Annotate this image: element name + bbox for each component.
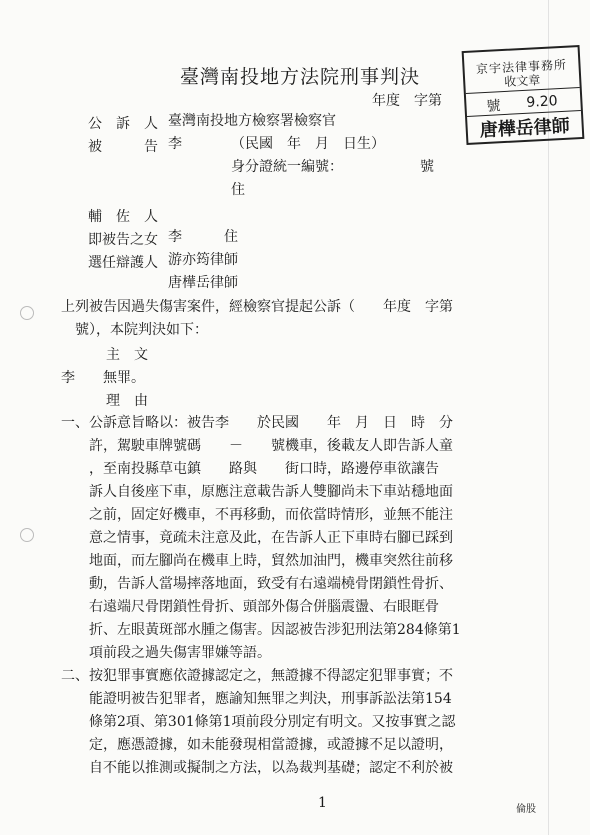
reason-line: 項前段之過失傷害罪嫌等語。 [61,645,271,661]
main-text: 李 無罪。 [61,370,145,386]
punch-hole-icon [20,528,34,542]
reason-line: 右遠端尺骨閉鎖性骨折、頭部外傷合併腦震盪、右眼眶骨 [61,599,439,615]
party-role: 被 告 [88,139,158,155]
party-role: 選任辯護人 [88,255,158,271]
received-stamp: 京宇法律事務所 收文章 號 9.20 唐樺岳律師 [462,45,585,145]
intro-line: 號），本院判決如下： [61,322,208,338]
reason-line: 定，應憑證據，如未能發現相當證據，或證據不足以證明， [61,737,453,753]
reason-line: 條第2項、第301條第1項前段分別定有明文。又按事實之認 [61,714,456,730]
section-heading-reasons: 理 由 [106,393,148,409]
reason-line: 地面，而左腳尚在機車上時，貿然加油門，機車突然往前移 [61,553,453,569]
party-role: 即被告之女 [88,232,158,248]
party-value: 唐樺岳律師 [168,275,238,291]
party-value: 住 [231,182,245,198]
page-number: 1 [318,795,327,811]
case-number: 年度 字第 [372,93,442,109]
reason-line: 能證明被告犯罪者，應諭知無罪之判決，刑事訴訟法第154 [61,691,452,707]
party-value: 臺灣南投地方檢察署檢察官 [168,113,336,129]
party-value: 身分證統一編號： 號 [231,159,434,175]
intro-line: 上列被告因過失傷害案件，經檢察官提起公訴（ 年度 字第 [61,299,453,315]
reason-line: ，至南投縣草屯鎮 路與 街口時，路邊停車欲讓告 [61,461,439,477]
reason-line: 意之情事，竟疏未注意及此，在告訴人正下車時右腳已踩到 [61,530,453,546]
reason-line: 折、左眼黃斑部水腫之傷害。因認被告涉犯刑法第284條第1 [61,622,461,638]
reason-line: 之前，固定好機車，不再移動，而依當時情形，並無不能注 [61,507,453,523]
reason-line: 訴人自後座下車，原應注意載告訴人雙腳尚未下車站穩地面 [61,484,453,500]
section-heading-main: 主 文 [106,347,148,363]
reason-line: 自不能以推測或擬制之方法，以為裁判基礎；認定不利於被 [61,760,453,776]
party-value: 李 住 [168,229,238,245]
reason-line: 許，駕駛車牌號碼 － 號機車，後載友人即告訴人童 [61,438,453,454]
party-value: 李 （民國 年 月 日生） [168,136,385,152]
division-note: 倫股 [516,804,536,815]
party-role: 公 訴 人 [88,116,158,132]
punch-hole-icon [20,306,34,320]
party-value: 游亦筠律師 [168,252,238,268]
document-title: 臺灣南投地方法院刑事判決 [179,66,420,88]
reason-line: 動，告訴人當場摔落地面，致受有右遠端橈骨閉鎖性骨折、 [61,576,453,592]
reason-line: 一、公訴意旨略以：被告李 於民國 年 月 日 時 分 [61,415,453,431]
reason-line: 二、按犯罪事實應依證據認定之，無證據不得認定犯罪事實；不 [61,668,453,684]
party-role: 輔 佐 人 [88,209,158,225]
